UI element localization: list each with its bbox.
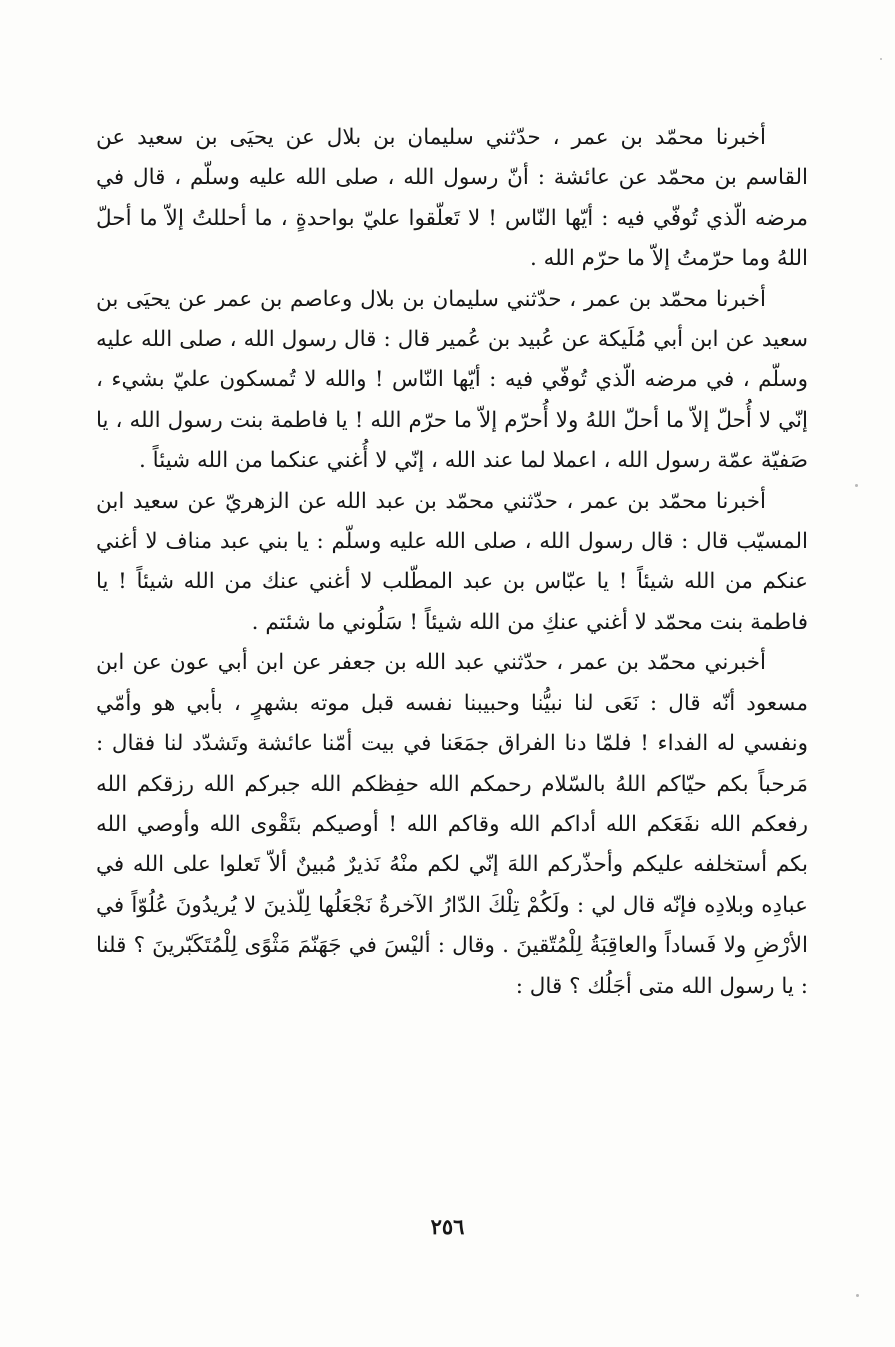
paragraph-3: أخبرنا محمّد بن عمر ، حدّثني محمّد بن عبد الله عن الزهريّ عن سعيد ابن المسيّب قال : قال رسول الله ، صلى الله عليه وسلّم : يا بني عبد مناف لا أغني عنكم من الله شيئاً ! يا عبّاس بن عبد المطّلب لا أغني عنك من الله شيئاً ! يا فاطمة بنت محمّد لا أغني عنكِ من الله شيئاً ! سَلُوني ما شئتم . — [96, 488, 808, 635]
scan-speck — [856, 1294, 859, 1297]
page-number: ٢٥٦ — [430, 1214, 465, 1239]
scan-speck — [855, 484, 858, 487]
paragraph-1: أخبرنا محمّد بن عمر ، حدّثني سليمان بن بلال عن يحيَى بن سعيد عن القاسم بن محمّد عن عائشة : أنّ رسول الله ، صلى الله عليه وسلّم ، قال في مرضه الّذي تُوفّي فيه : أيّها النّاس ! لا تَعلّقوا عليّ بواحدةٍ ، ما أحللتُ إلاّ ما أحلّ اللهُ وما حرّمتُ إلاّ ما حرّم الله . — [96, 125, 808, 272]
paragraph-4: أخبرني محمّد بن عمر ، حدّثني عبد الله بن جعفر عن ابن أبي عون عن ابن مسعود أنّه قال : نَعَى لنا نبيُّنا وحبيبنا نفسه قبل موته بشهرٍ ، بأبي هو وأمّي ونفسي له الفداء ! فلمّا دنا الفراق جمَعَنا في بيت أمّنا عائشة وتَشدّد لنا فقال : مَرحباً بكم حيّاكم اللهُ بالسّلام رحمكم الله حفِظكم الله جبركم الله رزقكم الله رفعكم الله نفَعَكم الله أداكم الله وقاكم الله ! أوصيكم بتَقْوى الله وأوصي الله بكم أستخلفه عليكم وأحذّركم اللهَ إنّي لكم منْهُ نَذيرٌ مُبينٌ ألاّ تَعلوا على الله في عبادِه وبلادِه فإنّه قال لي : ولَكُمْ تِلْكَ الدّارُ الآخرةُ نَجْعَلُها لِلّذينَ لا يُريدُونَ عُلُوّاً في الأرْضِ ولا فَساداً والعاقِبَةُ لِلْمُتّقينَ . وقال : أليْسَ في جَهَنّمَ مَثْوًى لِلْمُتَكَبّرينَ ؟ قلنا : يا رسول الله متى أجَلُك ؟ قال : — [96, 650, 808, 999]
paragraph-2: أخبرنا محمّد بن عمر ، حدّثني سليمان بن بلال وعاصم بن عمر عن يحيَى بن سعيد عن ابن أبي مُلَيكة عن عُبيد بن عُمير قال : قال رسول الله ، صلى الله عليه وسلّم ، في مرضه الّذي تُوفّي فيه : أيّها النّاس ! والله لا تُمسكون عليّ بشيء ، إنّي لا أُحلّ إلاّ ما أحلّ اللهُ ولا أُحرّم إلاّ ما حرّم الله ! يا فاطمة بنت رسول الله ، يا صَفيّة عمّة رسول الله ، اعملا لما عند الله ، إنّي لا أُغني عنكما من الله شيئاً . — [96, 286, 808, 474]
scan-speck — [880, 58, 882, 60]
body-text — [96, 118, 808, 1007]
